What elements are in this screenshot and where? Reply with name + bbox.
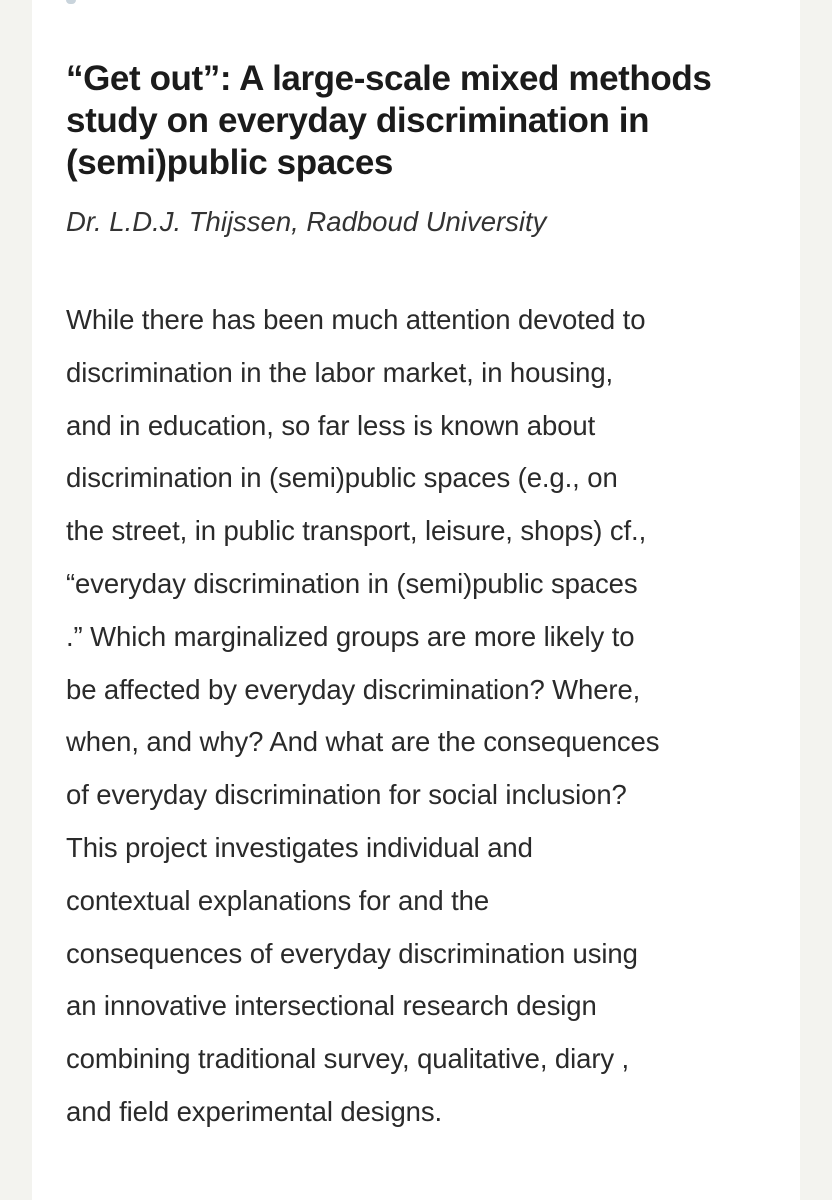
scroll-indicator-icon: [66, 0, 76, 4]
abstract-line: be affected by everyday discrimination? Where,: [66, 673, 641, 705]
abstract-line: discrimination in (semi)public spaces (e.g., on: [66, 462, 618, 494]
abstract-line: “everyday discrimination in (semi)public spaces: [66, 567, 638, 599]
abstract-line: While there has been much attention devoted to: [66, 304, 646, 335]
abstract-line: contextual explanations for and the: [66, 884, 490, 916]
abstract-line: and field experimental designs.: [66, 1095, 443, 1127]
article-title-line: (semi)public spaces: [66, 143, 393, 182]
article-title: [66, 58, 766, 184]
abstract-line: discrimination in the labor market, in housing,: [66, 356, 614, 388]
article-author: Dr. L.D.J. Thijssen, Radboud University: [66, 206, 547, 237]
abstract-line: consequences of everyday discrimination using: [66, 937, 638, 969]
abstract-line: .” Which marginalized groups are more likely to: [66, 620, 635, 652]
article-abstract: [66, 294, 766, 1139]
abstract-line: an innovative intersectional research design: [66, 990, 597, 1022]
article-title-line: study on everyday discrimination in: [66, 101, 650, 140]
abstract-line: when, and why? And what are the consequences: [66, 726, 660, 758]
abstract-line: of everyday discrimination for social inclusion?: [66, 779, 627, 811]
article-title-line: “Get out”: A large-scale mixed methods: [66, 59, 712, 98]
abstract-line: This project investigates individual and: [66, 831, 533, 863]
article-card: [32, 0, 800, 1200]
abstract-line: and in education, so far less is known about: [66, 409, 596, 441]
abstract-line: the street, in public transport, leisure, shops) cf.,: [66, 515, 647, 547]
abstract-line: combining traditional survey, qualitative, diary ,: [66, 1043, 630, 1075]
